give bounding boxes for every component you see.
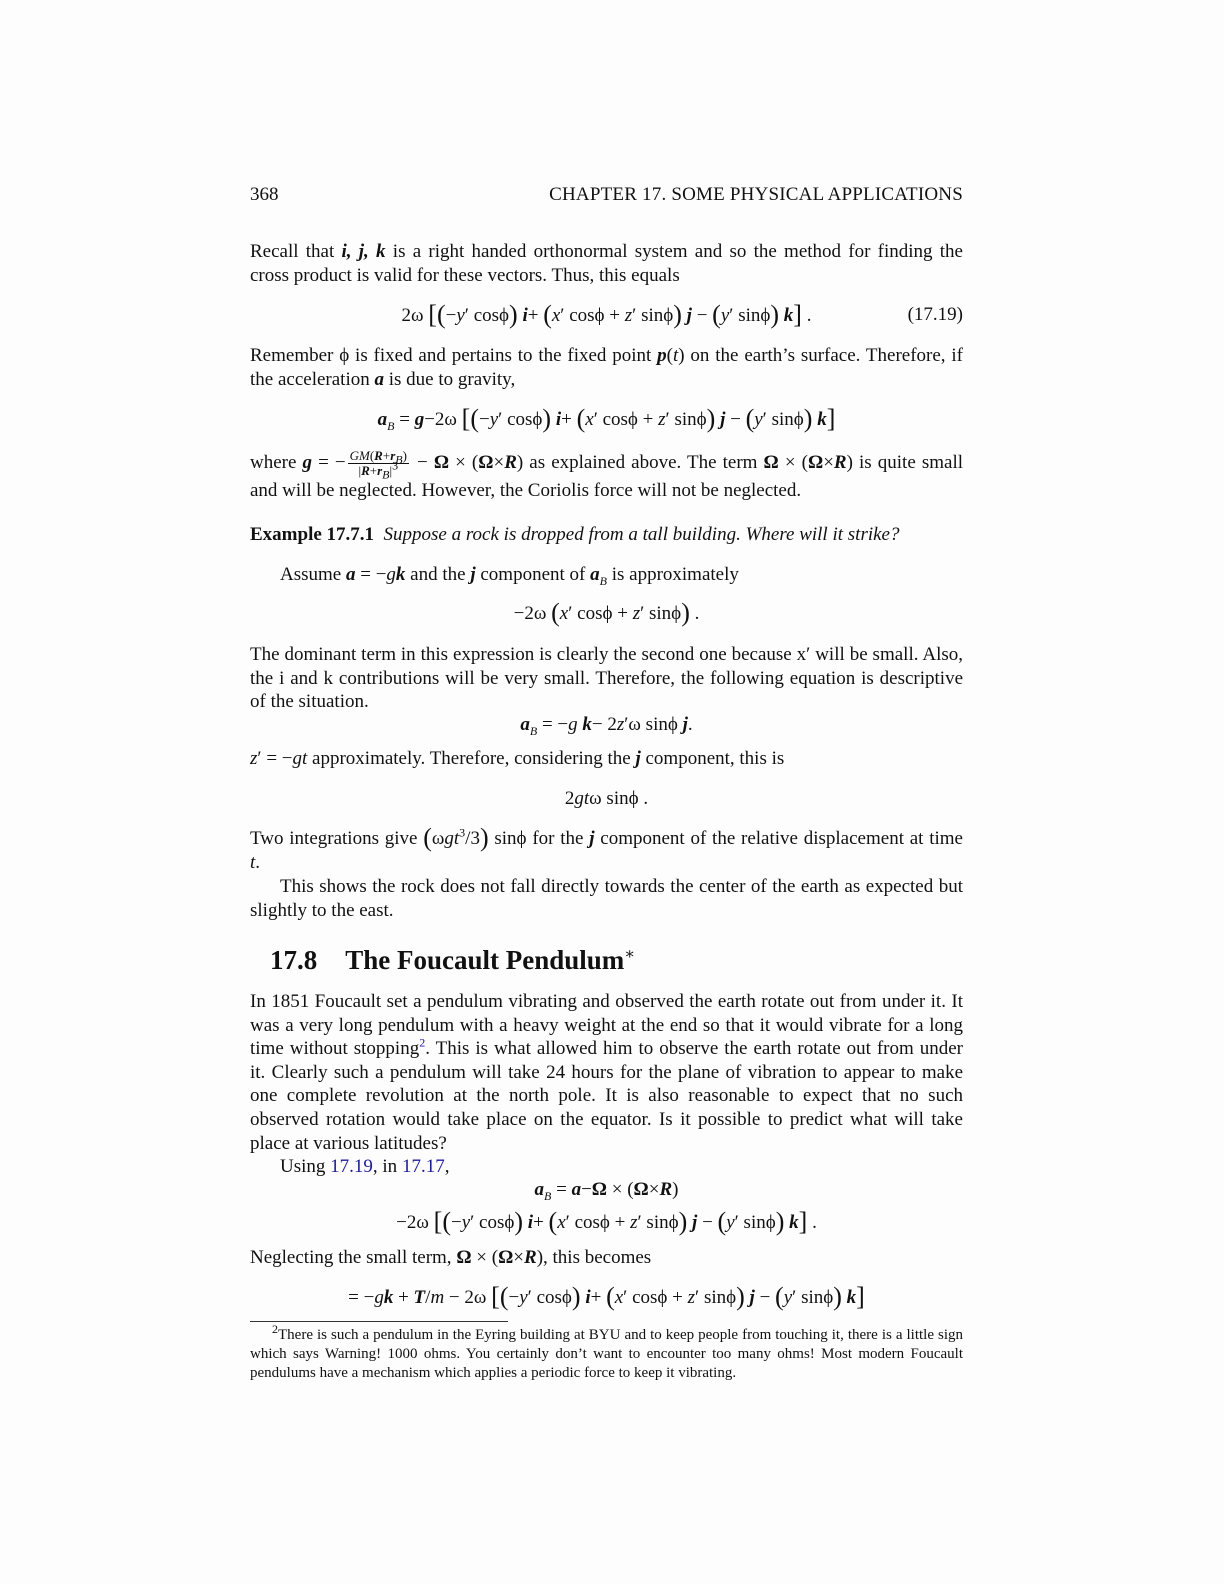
page-number: 368: [250, 184, 279, 205]
paragraph-neglecting: Neglecting the small term, Ω × (Ω×R), this becomes: [250, 1247, 652, 1268]
example-17-7-1: [250, 523, 963, 547]
paragraph-east: This shows the rock does not fall directly towards the center of the earth as expected but slightly to the east.: [250, 876, 963, 921]
footnote-mark: 2: [272, 1322, 278, 1336]
equation-aB-omega: $a_B = a-\Omega \times (\Omega\times R)$: [534, 1179, 679, 1203]
section-number: 17.8: [270, 945, 318, 975]
equation-final: = −gk + T/m − 2ω [(−y′ cosϕ) i+ (x′ cosϕ + z′ sinϕ) j − (y′ sinϕ) k]: [348, 1282, 865, 1311]
footnote-rule: [250, 1321, 508, 1322]
paragraph-integrations: Two integrations give (ωgt$^3$/3) sinϕ for the j component of the relative displacement at time t.: [250, 823, 963, 873]
footnote-link[interactable]: 2: [419, 1035, 426, 1050]
section-title: The Foucault Pendulum: [345, 945, 625, 975]
running-header: [250, 184, 963, 208]
equation-coriolis-term: −2ω [(−y′ cosϕ) i+ (x′ cosϕ + z′ sinϕ) j − (y′ sinϕ) k] .: [396, 1207, 817, 1236]
equation-simplified: $a_B = -g$ k− 2z′ω sinϕ j.: [520, 714, 693, 738]
example-statement: Suppose a rock is dropped from a tall building. Where will it strike?: [383, 524, 900, 545]
paragraph-assume: Assume a = −gk and the j component of $a_B$ is approximately: [280, 564, 739, 588]
paragraph-orthonormal: Recall that i, j, k is a right handed orthonormal system and so the method for finding the cross product is valid for these vectors. Thus, this equals: [250, 241, 963, 286]
section-heading: 17.8 The Foucault Pendulum∗: [270, 945, 636, 975]
footnote-text: There is such a pendulum in the Eyring building at BYU and to keep people from touching it, there is a little sign which says Warning! 1000 ohms. You certainly don’t want to encounter too many ohms! Most modern Foucault pendulums have a mechanism which applies a periodic force to keep it vibrating.: [250, 1327, 963, 1381]
equation-ref-17-17[interactable]: 17.17: [401, 1156, 445, 1177]
equation-17-19: 2ω [(−y′ cosϕ) i+ (x′ cosϕ + z′ sinϕ) j − (y′ sinϕ) k] .: [401, 300, 812, 329]
paragraph-dominant-term: The dominant term in this expression is clearly the second one because x′ will be small. Also, the i and k contributions will be very small. Therefore, the following equation is descriptive of the situation.: [250, 644, 963, 713]
paragraph-z-prime: z′ = −gt approximately. Therefore, considering the j component, this is: [250, 748, 785, 769]
paragraph-remember: Remember ϕ is fixed and pertains to the fixed point p(t) on the earth’s surface. Therefore, if the acceleration a is due to gravity,: [250, 345, 963, 390]
equation-ref-17-19[interactable]: 17.19: [330, 1156, 373, 1177]
equation-2gt: 2gtω sinϕ .: [564, 788, 649, 809]
footnote: [250, 1322, 963, 1383]
example-label: Example 17.7.1: [250, 524, 375, 545]
chapter-title: CHAPTER 17. SOME PHYSICAL APPLICATIONS: [549, 184, 963, 205]
equation-acceleration: $a_B = g-2\omega$ [(−y′ cosϕ) i+ (x′ cosϕ + z′ sinϕ) j − (y′ sinϕ) k]: [377, 404, 836, 433]
paragraph-using: Using 17.19, in 17.17,: [280, 1156, 450, 1177]
paragraph-foucault: In 1851 Foucault set a pendulum vibrating and observed the earth rotate out from under it. It was a very long pendulum with a heavy weight at the end so that it would vibrate for a long time without stopping$^2$. This is what allowed him to observe the earth rotate out from under it. Clearly such a pendulum will take 24 hours for the plane of vibration to appear to make one complete revolution at the north pole. It is also reasonable to expect that no such observed rotation would take place on the equator. Is it possible to predict what will take place at various latitudes?: [250, 991, 963, 1154]
equation-number: (17.19): [907, 304, 963, 325]
equation-j-component: −2ω (x′ cosϕ + z′ sinϕ) .: [513, 598, 700, 627]
paragraph-where-g: where g = − $\frac{GM(R+r_B)}{|R+r_B|^3}$ − Ω × (Ω×R) as explained above. The term Ω × (Ω×R) is quite small and will be neglected. However, the Coriolis force will not be neglected.: [250, 448, 964, 501]
